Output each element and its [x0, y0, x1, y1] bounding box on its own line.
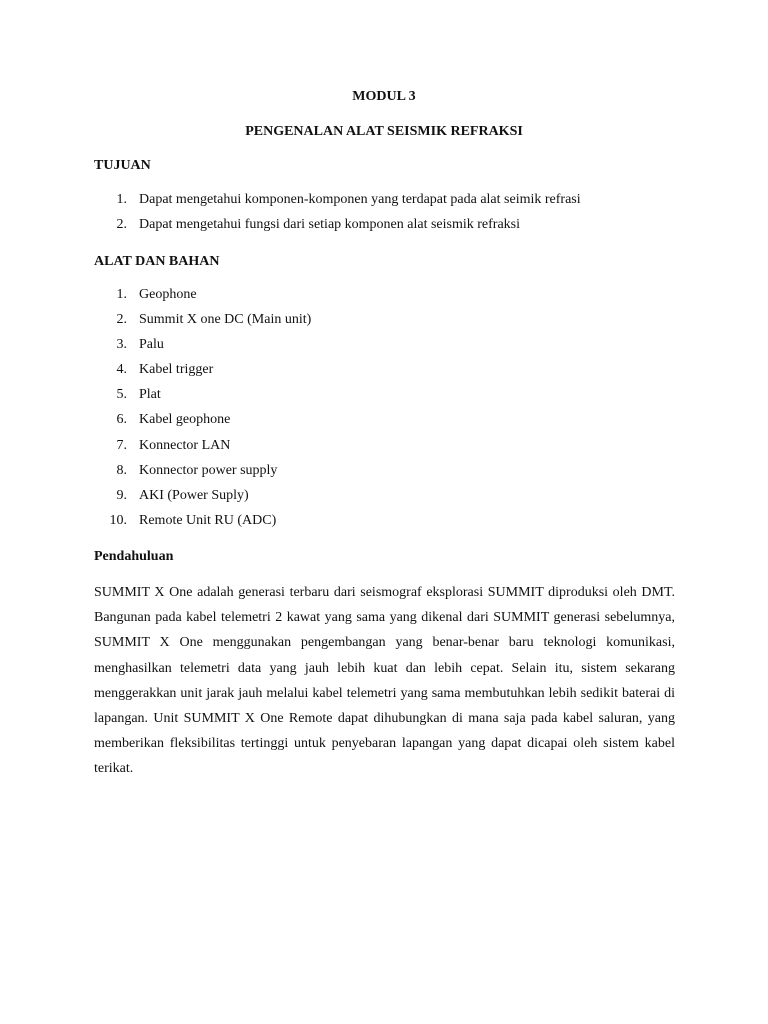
list-item-number: 1. [116, 287, 127, 302]
list-item [94, 286, 311, 311]
list-item-number: 8. [116, 462, 127, 478]
list-item [94, 512, 311, 537]
list-item [94, 462, 311, 487]
list-item-number: 2. [116, 217, 127, 233]
list-item-number: 10. [109, 512, 127, 528]
list-item-text: Plat [139, 387, 161, 403]
list-item-text: Dapat mengetahui fungsi dari setiap komponen alat seismik refraksi [139, 217, 521, 233]
section-heading-tujuan: TUJUAN [94, 158, 151, 173]
list-item-text: Geophone [139, 287, 197, 302]
list-item [94, 487, 311, 512]
list-item-number: 2. [116, 312, 127, 328]
list-item [94, 191, 581, 216]
list-item-number: 9. [116, 487, 127, 503]
list-item [94, 411, 311, 436]
tujuan-list [94, 191, 581, 241]
list-item-text: Summit X one DC (Main unit) [139, 312, 312, 328]
module-subtitle: PENGENALAN ALAT SEISMIK REFRAKSI [245, 124, 523, 139]
list-item-number: 4. [116, 362, 127, 378]
list-item [94, 336, 311, 361]
list-item-text: Konnector power supply [139, 462, 278, 478]
list-item-number: 5. [116, 387, 127, 403]
list-item [94, 437, 311, 462]
list-item-text: AKI (Power Suply) [139, 487, 249, 503]
list-item-number: 3. [116, 337, 127, 353]
section-heading-pendahuluan: Pendahuluan [94, 549, 174, 564]
list-item-number: 6. [116, 412, 127, 428]
list-item-number: 1. [116, 192, 127, 207]
list-item-text: Dapat mengetahui komponen-komponen yang terdapat pada alat seimik refrasi [139, 192, 581, 207]
list-item [94, 216, 581, 241]
alat-dan-bahan-list [94, 286, 311, 537]
list-item-text: Konnector LAN [139, 437, 231, 453]
list-item [94, 311, 311, 336]
list-item-text: Remote Unit RU (ADC) [139, 512, 277, 528]
list-item-text: Kabel geophone [139, 412, 231, 428]
module-title: MODUL 3 [352, 89, 416, 104]
list-item-number: 7. [116, 437, 127, 453]
list-item [94, 386, 311, 411]
list-item [94, 361, 311, 386]
list-item-text: Kabel trigger [139, 362, 214, 378]
section-heading-alat-dan-bahan: ALAT DAN BAHAN [94, 254, 220, 269]
pendahuluan-paragraph: SUMMIT X One adalah generasi terbaru dari seismograf eksplorasi SUMMIT diproduksi oleh DMT. Bangunan pada kabel telemetri 2 kawat yang sama yang dikenal dari SUMMIT generasi sebelumnya, SUMMIT X One menggunakan pengembangan yang benar-benar baru teknologi komunikasi, menghasilkan telemetri data yang jauh lebih kuat dan lebih cepat. Selain itu, sistem sekarang menggerakkan unit jarak jauh melalui kabel telemetri yang sama membutuhkan lebih sedikit baterai di lapangan. Unit SUMMIT X One Remote dapat dihubungkan di mana saja pada kabel saluran, yang memberikan fleksibilitas tertinggi untuk penyebaran lapangan yang dapat dicapai oleh sistem kabel terikat. [94, 585, 675, 777]
list-item-text: Palu [139, 337, 164, 353]
